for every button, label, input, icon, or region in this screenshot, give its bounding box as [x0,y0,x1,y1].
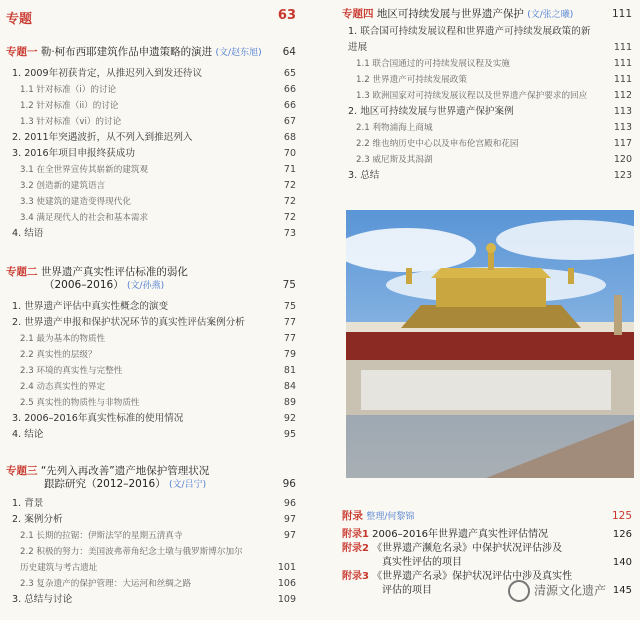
appendix-entry-page: 140 [612,557,632,568]
topic1-items [6,66,296,242]
toc-entry[interactable] [6,512,296,528]
toc-entry-page: 75 [283,301,296,312]
toc-entry[interactable] [6,315,296,331]
appendix-heading[interactable]: 附录 整理/何黎锦 125 [342,510,632,522]
toc-entry[interactable] [6,82,296,98]
toc-entry-text: 1. 背景 [12,498,44,509]
toc-left-column [6,8,296,608]
toc-entry-text: 2.1 利物浦海上商城 [356,123,433,133]
toc-entry-page: 112 [613,90,632,101]
toc-entry-text: 2.3 环境的真实性与完整性 [20,366,123,376]
topic2-heading[interactable]: 专题二 世界遗产真实性评估标准的弱化 [6,266,188,278]
topic3-items [6,496,296,608]
appendix-entry[interactable] [342,542,632,556]
topic3-subtitle: 跟踪研究（2012–2016） (文/吕宁) 96 [44,478,296,490]
topic2-subtitle: （2006–2016） (文/孙燕) 75 [44,279,296,291]
topic4-items [342,24,632,184]
toc-entry-text: 2.5 真实性的物质性与非物质性 [20,398,140,408]
toc-entry[interactable] [342,24,632,40]
toc-entry[interactable] [6,210,296,226]
toc-entry[interactable] [6,178,296,194]
toc-entry-text: 2.2 真实性的层级？ [20,350,97,360]
toc-entry[interactable] [6,347,296,363]
toc-entry[interactable] [6,544,296,560]
topic4-heading[interactable]: 专题四 地区可持续发展与世界遗产保护 (文/张之曦) 111 [342,8,632,20]
appendix-entry-label: 附录1 [342,529,369,540]
toc-entry-page: 72 [283,180,296,191]
toc-entry-page: 77 [283,333,296,344]
appendix-entry-label: 附录2 [342,543,369,554]
appendix-entry-text: 2006–2016年世界遗产真实性评估情况 [368,529,549,540]
toc-entry-page: 92 [283,413,296,424]
toc-entry-page: 68 [283,132,296,143]
toc-entry-text: 1.1 针对标准（i）的讨论 [20,85,117,95]
toc-entry[interactable] [342,72,632,88]
toc-entry-page: 97 [283,514,296,525]
toc-entry-page: 89 [283,397,296,408]
toc-entry[interactable] [6,411,296,427]
topic3-heading[interactable]: 专题三 “先列入再改善”遗产地保护管理状况 [6,465,210,477]
toc-entry-text: 2. 世界遗产申报和保护状况环节的真实性评估案例分析 [12,317,245,328]
toc-entry-text: 3.2 创造新的建筑语言 [20,181,106,191]
toc-entry-page: 79 [283,349,296,360]
toc-entry[interactable] [6,146,296,162]
toc-entry-text: 1. 2009年初获肯定，从推迟列入到发还待议 [12,68,203,79]
toc-entry[interactable] [342,40,632,56]
toc-entry[interactable] [6,528,296,544]
appendix-entry-page: 145 [612,585,632,596]
toc-entry[interactable] [6,194,296,210]
toc-entry-page: 113 [613,106,632,117]
toc-heading [6,8,296,28]
toc-entry-page: 67 [283,116,296,127]
toc-entry-page: 113 [613,122,632,133]
toc-entry[interactable] [6,114,296,130]
toc-entry-page: 96 [283,498,296,509]
toc-entry-text: 1.1 联合国通过的可持续发展议程及实施 [356,59,510,69]
toc-entry-page: 117 [613,138,632,149]
tibetan-temple-photo [346,210,634,478]
toc-entry-page: 71 [283,164,296,175]
toc-entry-text: 2. 地区可持续发展与世界遗产保护案例 [348,106,514,117]
toc-entry-page: 123 [613,170,632,181]
watermark: 清源文化遗产 [508,580,606,602]
toc-entry-text: 2.4 动态真实性的界定 [20,382,106,392]
toc-entry-text: 2.3 威尼斯及其潟湖 [356,155,433,165]
toc-entry-text: 2. 案例分析 [12,514,63,525]
toc-entry-text: 3.3 使建筑的建造变得现代化 [20,197,131,207]
toc-entry[interactable] [6,379,296,395]
toc-entry[interactable] [6,226,296,242]
appendix-entry-label: 附录3 [342,571,369,582]
toc-entry[interactable] [6,395,296,411]
toc-entry[interactable] [6,560,296,576]
toc-entry-text: 1.3 针对标准（vi）的讨论 [20,117,122,127]
toc-entry[interactable] [6,576,296,592]
toc-entry[interactable] [6,363,296,379]
toc-entry-text: 2.2 维也纳历史中心以及申布伦宫殿和花园 [356,139,519,149]
toc-entry-page: 101 [277,562,296,573]
toc-entry-text: 3.1 在全世界宣传其崭新的建筑观 [20,165,149,175]
toc-entry-page: 77 [283,317,296,328]
toc-entry-page: 111 [613,58,632,69]
toc-entry-page: 72 [283,212,296,223]
toc-entry-page: 120 [613,154,632,165]
toc-entry[interactable] [6,66,296,82]
toc-entry-page: 111 [613,42,632,53]
toc-entry-text: 2.1 最为基本的物质性 [20,334,106,344]
toc-entry-page: 111 [613,74,632,85]
toc-entry-text: 1.3 欧洲国家对可持续发展议程以及世界遗产保护要求的回应 [356,91,588,101]
toc-entry-text: 进展 [348,42,368,53]
toc-entry-page: 73 [283,228,296,239]
toc-entry-text: 2.1 长期的拉锯：伊斯法罕的星期五清真寺 [20,531,183,541]
toc-entry[interactable] [6,427,296,443]
toc-entry-page: 70 [283,148,296,159]
toc-entry[interactable] [6,592,296,608]
toc-entry-text: 3. 2006–2016年真实性标准的使用情况 [12,413,184,424]
toc-entry-text: 2.3 复杂遗产的保护管理：大运河和丝绸之路 [20,579,192,589]
toc-entry[interactable] [342,168,632,184]
toc-heading-label: 专题 [6,12,33,27]
toc-entry-text: 1.2 世界遗产可持续发展政策 [356,75,467,85]
appendix-entry-cont: 评估的项目 145 [382,585,632,596]
toc-entry-text: 1. 联合国可持续发展议程和世界遗产可持续发展政策的新 [348,26,591,37]
appendix-entry-cont: 真实性评估的项目 140 [382,557,632,568]
toc-entry-text: 3. 总结 [348,170,380,181]
toc-entry-page: 66 [283,100,296,111]
toc-entry[interactable] [342,152,632,168]
toc-entry[interactable] [6,98,296,114]
topic1-heading[interactable]: 专题一 勒·柯布西耶建筑作品申遗策略的演进 (文/赵东旭) 64 [6,46,296,58]
toc-entry-page: 65 [283,68,296,79]
toc-entry-text: 4. 结语 [12,228,44,239]
toc-entry-page: 97 [283,530,296,541]
toc-entry[interactable] [6,496,296,512]
toc-entry-page: 109 [277,594,296,605]
toc-entry-text: 4. 结论 [12,429,44,440]
toc-right-column [342,8,632,184]
toc-heading-page: 63 [277,8,296,23]
toc-entry-page: 106 [277,578,296,589]
topic2-items [6,299,296,443]
toc-entry-page: 66 [283,84,296,95]
toc-entry-text: 2. 2011年突遇波折，从不列入到推迟列入 [12,132,193,143]
toc-entry-text: 3.4 满足现代人的社会和基本需求 [20,213,149,223]
toc-entry-page: 95 [283,429,296,440]
toc-entry-text: 历史建筑与考古遗址 [20,563,98,573]
toc-entry-text: 3. 2016年项目申报终获成功 [12,148,135,159]
appendix-entry[interactable] [342,528,632,542]
toc-entry-page: 84 [283,381,296,392]
toc-entry[interactable] [6,130,296,146]
appendix-entry-text: 《世界遗产名录》保护状况评估中涉及真实性 [368,571,573,582]
toc-entry[interactable] [6,162,296,178]
toc-entry[interactable] [342,104,632,120]
toc-entry-text: 1. 世界遗产评估中真实性概念的演变 [12,301,169,312]
appendix-entry-text: 《世界遗产濒危名录》中保护状况评估涉及 [368,543,563,554]
toc-entry-text: 1.2 针对标准（ii）的讨论 [20,101,119,111]
toc-entry[interactable] [342,136,632,152]
toc-entry-text: 3. 总结与讨论 [12,594,73,605]
toc-entry[interactable] [6,331,296,347]
wechat-icon [508,580,530,602]
toc-entry[interactable] [342,56,632,72]
toc-entry[interactable] [6,299,296,315]
toc-entry-page: 72 [283,196,296,207]
appendix-entry-page: 126 [612,529,632,540]
toc-entry-page: 81 [283,365,296,376]
toc-entry-text: 2.2 积极的努力：美国波弗蒂角纪念土墩与俄罗斯博尔加尔 [20,547,243,557]
toc-entry[interactable] [342,88,632,104]
toc-entry[interactable] [342,120,632,136]
